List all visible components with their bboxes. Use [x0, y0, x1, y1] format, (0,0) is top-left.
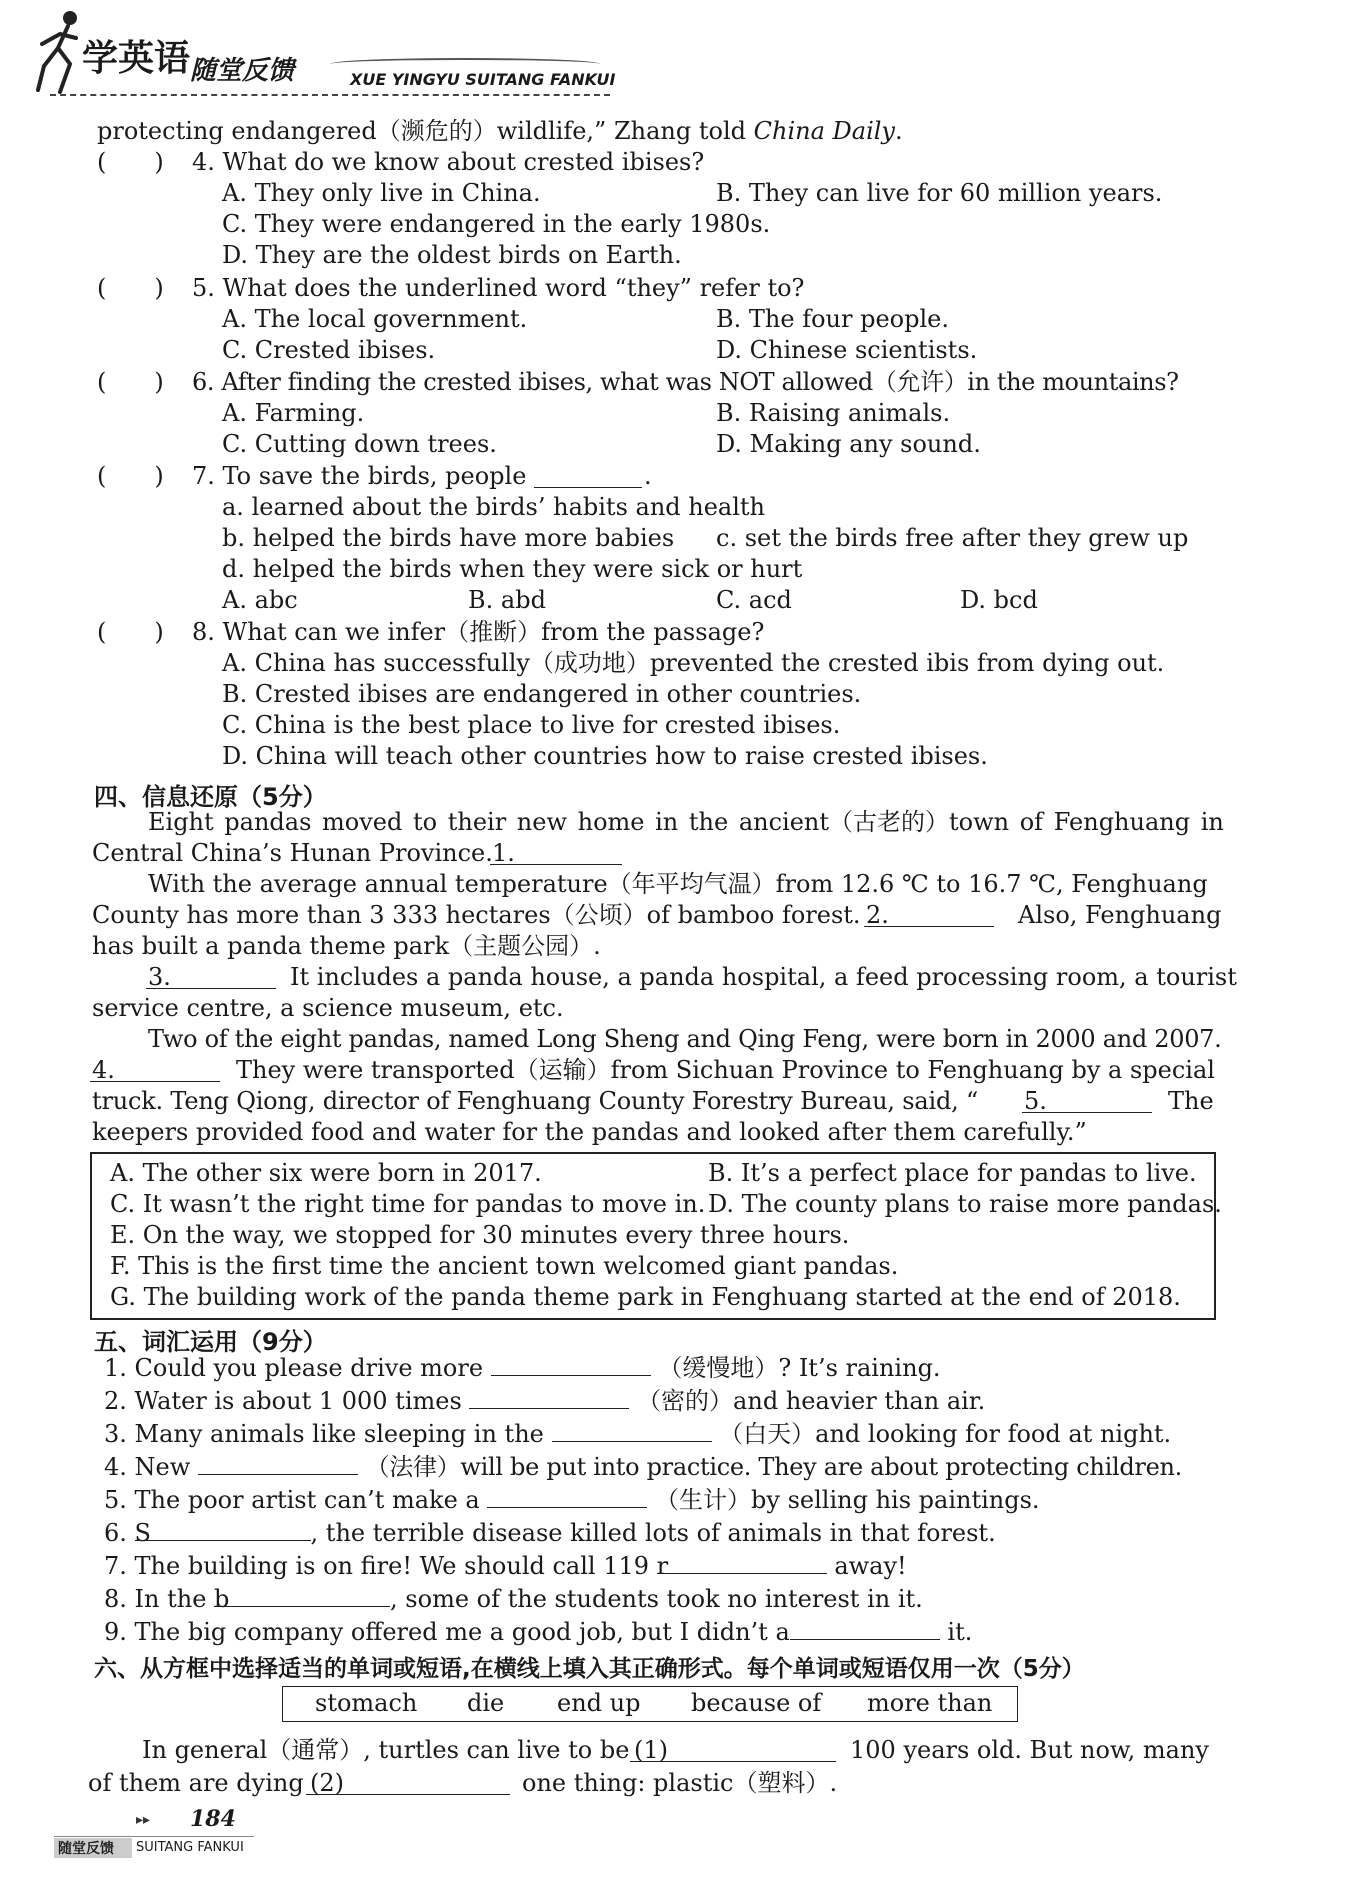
option-e: E. On the way, we stopped for 30 minutes every three hours. — [110, 1221, 850, 1249]
blank-1[interactable] — [630, 1739, 836, 1762]
question-stem: 8. What can we infer（推断）from the passage? — [192, 618, 765, 646]
option-c: C. It wasn’t the right time for pandas to move in. — [110, 1190, 706, 1218]
option-f: F. This is the first time the ancient town welcomed giant pandas. — [110, 1252, 899, 1280]
continuation-line: protecting endangered（濒危的）wildlife,” Zhang told China Daily. — [97, 117, 903, 145]
vocab-item-8: 8. In the b , some of the students took no interest in it. — [104, 1585, 923, 1613]
blank-4-number: 4. — [92, 1056, 115, 1084]
vocab-item-1: 1. Could you please drive more （缓慢地）? It’s raining. — [104, 1354, 941, 1382]
answer-blank[interactable] — [534, 465, 642, 488]
answer-blank[interactable] — [790, 1617, 940, 1640]
passage-line: Two of the eight pandas, named Long Sheng and Qing Feng, were born in 2000 and 2007. — [148, 1025, 1222, 1053]
statement-c: c. set the birds free after they grew up — [716, 524, 1189, 552]
option-c: C. Crested ibises. — [222, 336, 436, 364]
passage-line: has built a panda theme park（主题公园）. — [92, 932, 601, 960]
vocab-item-6: 6. S , the terrible disease killed lots of animals in that forest. — [104, 1519, 996, 1547]
passage-line: of them are dying — [88, 1769, 304, 1797]
vocab-item-7: 7. The building is on fire! We should call 119 r away! — [104, 1552, 907, 1580]
option-a: A. abc — [222, 586, 298, 614]
answer-blank[interactable]: S — [135, 1518, 311, 1541]
option-b: B. The four people. — [716, 305, 949, 333]
header-suitang: 随堂反馈 — [190, 56, 295, 86]
answer-paren[interactable]: ( ) — [97, 618, 164, 646]
passage-line: In general（通常）, turtles can live to be — [142, 1736, 630, 1764]
passage-line: 100 years old. But now, many — [850, 1736, 1209, 1764]
blank-4[interactable] — [90, 1059, 220, 1082]
question-stem: 6. After finding the crested ibises, what was NOT allowed（允许）in the mountains? — [192, 368, 1179, 396]
passage-line: The — [1168, 1087, 1214, 1115]
page-arrow-icon: ▸▸ — [136, 1812, 151, 1828]
word-option: because of — [691, 1689, 822, 1717]
answer-paren[interactable]: ( ) — [97, 368, 164, 396]
answer-blank[interactable] — [487, 1485, 647, 1508]
passage-line: With the average annual temperature（年平均气温）from 12.6 ℃ to 16.7 ℃, Fenghuang — [148, 870, 1208, 898]
vocab-item-9: 9. The big company offered me a good job, but I didn’t a it. — [104, 1618, 973, 1646]
answer-blank[interactable] — [491, 1353, 651, 1376]
option-d: D. Making any sound. — [716, 430, 981, 458]
passage-line: Eight pandas moved to their new home in the ancient（古老的）town of Fenghuang in — [148, 808, 1224, 836]
answer-paren[interactable]: ( ) — [97, 462, 164, 490]
option-c: C. They were endangered in the early 1980s. — [222, 210, 771, 238]
question-stem: 7. To save the birds, people — [192, 462, 527, 490]
passage-line: It includes a panda house, a panda hospital, a feed processing room, a tourist — [290, 963, 1237, 991]
vocab-item-3: 3. Many animals like sleeping in the （白天）and looking for food at night. — [104, 1420, 1172, 1448]
option-g: G. The building work of the panda theme park in Fenghuang started at the end of 2018. — [110, 1283, 1181, 1311]
blank-3-number: 3. — [148, 963, 171, 991]
option-a: A. The other six were born in 2017. — [110, 1159, 542, 1187]
blank-1-number: 1. — [492, 839, 515, 867]
section-heading: 四、信息还原（5分） — [94, 783, 327, 811]
answer-paren[interactable]: ( ) — [97, 148, 164, 176]
option-a: A. The local government. — [222, 305, 528, 333]
option-c: C. Cutting down trees. — [222, 430, 497, 458]
options-box — [90, 1152, 1222, 1320]
option-c: C. acd — [716, 586, 792, 614]
word-option: end up — [557, 1689, 641, 1717]
blank-5-number: 5. — [1024, 1087, 1047, 1115]
option-d: D. They are the oldest birds on Earth. — [222, 241, 682, 269]
reading-figure-icon — [30, 8, 90, 96]
footer-suitang: 随堂反馈 — [58, 1841, 114, 1857]
vocab-item-2: 2. Water is about 1 000 times （密的）and heavier than air. — [104, 1387, 986, 1415]
header-title: 学英语 — [82, 38, 191, 79]
blank-2[interactable] — [864, 904, 994, 927]
option-d: D. China will teach other countries how to raise crested ibises. — [222, 742, 988, 770]
answer-blank[interactable] — [469, 1386, 629, 1409]
word-box — [282, 1686, 1018, 1722]
footer-pinyin: SUITANG FANKUI — [136, 1840, 244, 1855]
statement-d: d. helped the birds when they were sick or hurt — [222, 555, 803, 583]
blank-3[interactable] — [146, 966, 276, 989]
blank-1-number: (1) — [634, 1736, 668, 1764]
option-d: D. The county plans to raise more pandas. — [708, 1190, 1222, 1218]
vocab-item-4: 4. New （法律）will be put into practice. They are about protecting children. — [104, 1453, 1182, 1481]
header-dashed-line — [50, 94, 610, 96]
passage-line: one thing: plastic（塑料）. — [522, 1769, 838, 1797]
passage-line: truck. Teng Qiong, director of Fenghuang County Forestry Bureau, said, “ — [92, 1087, 979, 1115]
option-a: A. Farming. — [222, 399, 365, 427]
option-a: A. They only live in China. — [222, 179, 541, 207]
question-stem: 4. What do we know about crested ibises? — [192, 148, 705, 176]
section-heading: 六、从方框中选择适当的单词或短语,在横线上填入其正确形式。每个单词或短语仅用一次（5分） — [94, 1656, 1085, 1682]
word-option: die — [467, 1689, 505, 1717]
answer-blank[interactable]: r — [657, 1551, 827, 1574]
option-b: B. It’s a perfect place for pandas to live. — [708, 1159, 1197, 1187]
passage-line: keepers provided food and water for the pandas and looked after them carefully.” — [92, 1118, 1087, 1146]
option-b: B. Crested ibises are endangered in other countries. — [222, 680, 862, 708]
statement-a: a. learned about the birds’ habits and health — [222, 493, 766, 521]
statement-b: b. helped the birds have more babies — [222, 524, 675, 552]
page-number: 184 — [190, 1806, 236, 1832]
page-header — [30, 8, 630, 98]
option-d: D. Chinese scientists. — [716, 336, 978, 364]
word-option: stomach — [315, 1689, 418, 1717]
option-b: B. They can live for 60 million years. — [716, 179, 1163, 207]
answer-blank[interactable] — [198, 1452, 358, 1475]
header-rule — [330, 58, 600, 70]
blank-1[interactable] — [490, 842, 622, 865]
option-a: A. China has successfully（成功地）prevented the crested ibis from dying out. — [222, 649, 1165, 677]
stem-period: . — [644, 462, 652, 490]
blank-2-number: (2) — [310, 1769, 344, 1797]
section-heading: 五、词汇运用（9分） — [94, 1328, 327, 1356]
passage-line: service centre, a science museum, etc. — [92, 994, 564, 1022]
question-stem: 5. What does the underlined word “they” refer to? — [192, 274, 805, 302]
passage-line: Also, Fenghuang — [1018, 901, 1222, 929]
blank-2-number: 2. — [866, 901, 889, 929]
footer-rule — [54, 1836, 254, 1837]
answer-blank[interactable] — [552, 1419, 712, 1442]
option-b: B. abd — [468, 586, 546, 614]
option-b: B. Raising animals. — [716, 399, 951, 427]
word-option: more than — [867, 1689, 993, 1717]
answer-blank[interactable]: b — [214, 1584, 390, 1607]
passage-line: They were transported（运输）from Sichuan Province to Fenghuang by a special — [236, 1056, 1215, 1084]
blank-5[interactable] — [1022, 1090, 1152, 1113]
option-d: D. bcd — [960, 586, 1038, 614]
blank-2[interactable] — [306, 1772, 510, 1795]
passage-line: County has more than 3 333 hectares（公顷）of bamboo forest. — [92, 901, 861, 929]
answer-paren[interactable]: ( ) — [97, 274, 164, 302]
header-pinyin: XUE YINGYU SUITANG FANKUI — [350, 70, 616, 89]
passage-line: Central China’s Hunan Province. — [92, 839, 493, 867]
option-c: C. China is the best place to live for crested ibises. — [222, 711, 841, 739]
vocab-item-5: 5. The poor artist can’t make a （生计）by selling his paintings. — [104, 1486, 1040, 1514]
